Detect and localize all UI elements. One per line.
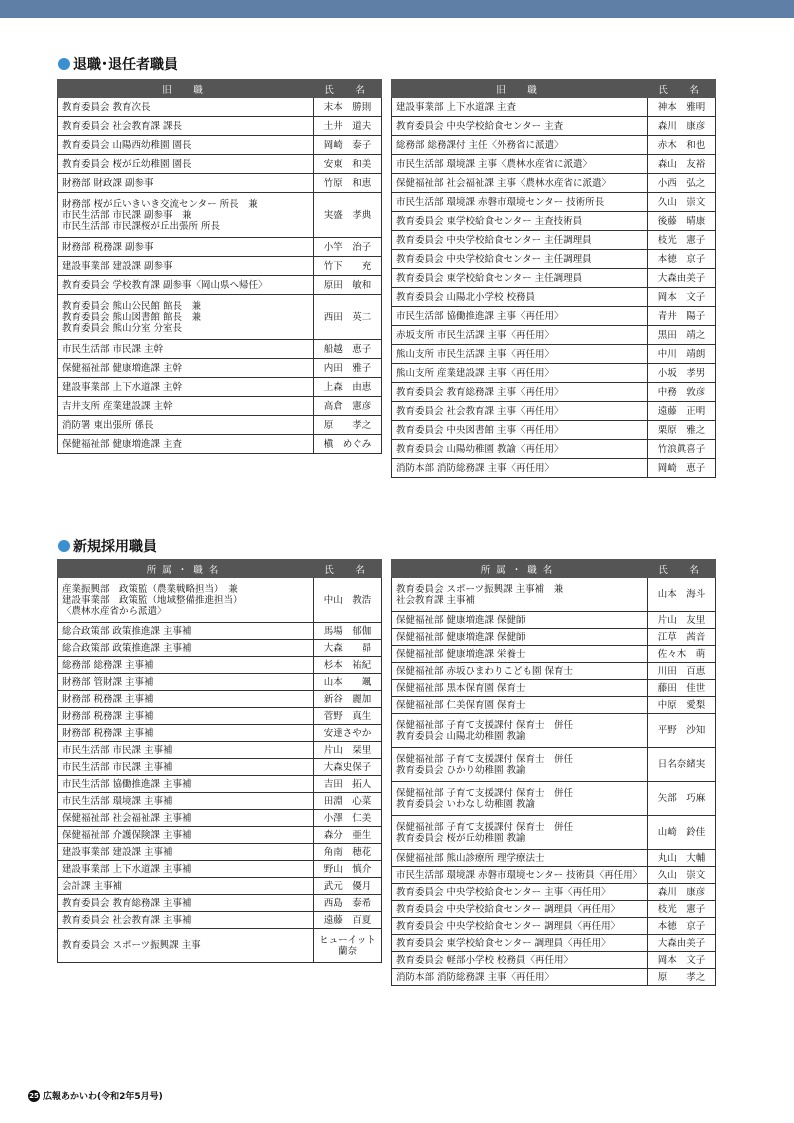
name-cell: 中山 教浩	[314, 578, 382, 623]
position-cell: 財務部 桜が丘いきいき交流センター 所長 兼 市民生活部 市民課 副参事 兼 市民生活部 市民課桜が丘出張所 所長	[58, 193, 314, 238]
table-row	[392, 901, 716, 918]
name-cell: 森川 康彦	[648, 884, 716, 901]
position-cell: 財務部 税務課 副参事	[58, 238, 314, 257]
footer-text: 広報あかいわ(令和2年5月号)	[43, 1092, 163, 1102]
table-row	[392, 867, 716, 884]
name-cell: 枝光 憲子	[648, 901, 716, 918]
table-row	[58, 193, 382, 238]
position-cell: 教育委員会 スポーツ振興課 主事	[58, 929, 314, 963]
position-cell: 保健福祉部 子育て支援課付 保育士 併任 教育委員会 いわなし幼稚園 教諭	[392, 782, 648, 816]
position-cell: 市民生活部 環境課 赤磐市環境センター 技術所長	[392, 193, 648, 212]
table-row	[58, 117, 382, 136]
name-cell: 本徳 京子	[648, 918, 716, 935]
table-row	[392, 307, 716, 326]
name-cell: 竹下 充	[314, 257, 382, 276]
table-row	[392, 952, 716, 969]
page-number: 25	[29, 1091, 39, 1100]
retired-table-left	[57, 79, 382, 454]
table-row	[58, 674, 382, 691]
table-row	[58, 416, 382, 435]
name-cell: 原 孝之	[314, 416, 382, 435]
table-row	[58, 725, 382, 742]
position-cell: 産業振興部 政策監（農業戦略担当） 兼 建設事業部 政策監（地域整備推進担当） 〈農林水産省から派遣〉	[58, 578, 314, 623]
table-row	[392, 459, 716, 478]
name-cell: 藤田 佳世	[648, 680, 716, 697]
section-title: 新規採用職員	[73, 539, 157, 555]
name-cell: 栗原 雅之	[648, 421, 716, 440]
new-hire-table-right	[391, 559, 716, 986]
table-row	[392, 918, 716, 935]
table-row	[58, 827, 382, 844]
table-row	[392, 421, 716, 440]
name-cell: 小西 弘之	[648, 174, 716, 193]
position-cell: 保健福祉部 介護保険課 主事補	[58, 827, 314, 844]
position-cell: 建設事業部 上下水道課 主事補	[58, 861, 314, 878]
position-cell: 保健福祉部 健康増進課 保健師	[392, 629, 648, 646]
position-cell: 教育委員会 社会教育課 主事〈再任用〉	[392, 402, 648, 421]
table-row	[58, 691, 382, 708]
table-row	[392, 816, 716, 850]
position-cell: 教育委員会 東学校給食センター 主査技術員	[392, 212, 648, 231]
name-cell: 高倉 憲彦	[314, 397, 382, 416]
table-row	[58, 742, 382, 759]
name-cell: 片山 友里	[648, 612, 716, 629]
position-cell: 保健福祉部 赤坂ひまわりこども園 保育士	[392, 663, 648, 680]
position-cell: 教育委員会 桜が丘幼稚園 園長	[58, 155, 314, 174]
name-cell: 矢部 巧麻	[648, 782, 716, 816]
section-heading-new-hires	[58, 536, 157, 556]
top-banner	[0, 0, 794, 18]
position-cell: 教育委員会 教育総務課 主事補	[58, 895, 314, 912]
position-cell: 教育委員会 中央学校給食センター 主査	[392, 117, 648, 136]
table-row	[58, 174, 382, 193]
position-cell: 保健福祉部 仁美保育園 保育士	[392, 697, 648, 714]
bullet-dot-icon	[58, 540, 70, 552]
table-row	[392, 117, 716, 136]
position-cell: 総合政策部 政策推進課 主事補	[58, 640, 314, 657]
table-row	[392, 748, 716, 782]
column-header-position: 旧 職	[392, 80, 648, 98]
position-cell: 建設事業部 上下水道課 主幹	[58, 378, 314, 397]
name-cell: 本徳 京子	[648, 250, 716, 269]
table-row	[392, 136, 716, 155]
table-row	[392, 155, 716, 174]
name-cell: 安東 和美	[314, 155, 382, 174]
position-cell: 建設事業部 建設課 副参事	[58, 257, 314, 276]
table-row	[58, 136, 382, 155]
position-cell: 消防本部 消防総務課 主事〈再任用〉	[392, 969, 648, 986]
position-cell: 教育委員会 東学校給食センター 主任調理員	[392, 269, 648, 288]
table-row	[392, 231, 716, 250]
name-cell: 角南 穂花	[314, 844, 382, 861]
name-cell: 岡本 文子	[648, 288, 716, 307]
table-row	[392, 326, 716, 345]
position-cell: 保健福祉部 健康増進課 主幹	[58, 359, 314, 378]
name-cell: 神本 雅明	[648, 98, 716, 117]
table-row	[392, 174, 716, 193]
table-row	[58, 340, 382, 359]
column-header-name: 氏 名	[314, 80, 382, 98]
table-row	[392, 345, 716, 364]
table-row	[58, 759, 382, 776]
name-cell: 山本 颯	[314, 674, 382, 691]
table-row	[58, 155, 382, 174]
table-row	[392, 663, 716, 680]
name-cell: 原田 敏和	[314, 276, 382, 295]
name-cell: 田淵 心菜	[314, 793, 382, 810]
position-cell: 教育委員会 中央学校給食センター 調理員〈再任用〉	[392, 901, 648, 918]
table-row	[58, 912, 382, 929]
position-cell: 市民生活部 市民課 主幹	[58, 340, 314, 359]
name-cell: 西田 英二	[314, 295, 382, 340]
position-cell: 財務部 管財課 主事補	[58, 674, 314, 691]
name-cell: 中務 敦彦	[648, 383, 716, 402]
table-row	[392, 884, 716, 901]
name-cell: 竹原 和恵	[314, 174, 382, 193]
position-cell: 保健福祉部 健康増進課 保健師	[392, 612, 648, 629]
table-row	[392, 402, 716, 421]
name-cell: 竹浪眞喜子	[648, 440, 716, 459]
name-cell: 大森由美子	[648, 935, 716, 952]
table-row	[392, 714, 716, 748]
position-cell: 保健福祉部 子育て支援課付 保育士 併任 教育委員会 山陽北幼稚園 教諭	[392, 714, 648, 748]
page-footer	[28, 1089, 163, 1102]
table-row	[58, 359, 382, 378]
name-cell: 中川 靖朗	[648, 345, 716, 364]
position-cell: 総務部 総務課付 主任〈外務省に派遣〉	[392, 136, 648, 155]
column-header-position: 所属・職名	[392, 560, 648, 578]
table-row	[58, 878, 382, 895]
table-row	[392, 850, 716, 867]
position-cell: 財務部 税務課 主事補	[58, 691, 314, 708]
position-cell: 教育委員会 社会教育課 課長	[58, 117, 314, 136]
position-cell: 保健福祉部 健康増進課 栄養士	[392, 646, 648, 663]
name-cell: 新谷 麗加	[314, 691, 382, 708]
column-header-name: 氏 名	[648, 80, 716, 98]
name-cell: 佐々木 萌	[648, 646, 716, 663]
name-cell: ヒューイット 蘭奈	[314, 929, 382, 963]
position-cell: 総合政策部 政策推進課 主事補	[58, 623, 314, 640]
table-row	[392, 212, 716, 231]
position-cell: 財務部 税務課 主事補	[58, 708, 314, 725]
name-cell: 船越 恵子	[314, 340, 382, 359]
name-cell: 安達さやか	[314, 725, 382, 742]
name-cell: 岡本 文子	[648, 952, 716, 969]
name-cell: 山本 海斗	[648, 578, 716, 612]
table-row	[58, 776, 382, 793]
name-cell: 大森史保子	[314, 759, 382, 776]
table-row	[392, 612, 716, 629]
name-cell: 大森 昴	[314, 640, 382, 657]
table-row	[392, 440, 716, 459]
table-row	[58, 578, 382, 623]
name-cell: 西島 泰希	[314, 895, 382, 912]
column-header-position: 所属・職名	[58, 560, 314, 578]
name-cell: 小坂 孝男	[648, 364, 716, 383]
position-cell: 教育委員会 中央学校給食センター 調理員〈再任用〉	[392, 918, 648, 935]
position-cell: 保健福祉部 子育て支援課付 保育士 併任 教育委員会 桜が丘幼稚園 教諭	[392, 816, 648, 850]
position-cell: 教育委員会 軽部小学校 校務員〈再任用〉	[392, 952, 648, 969]
table-row	[392, 969, 716, 986]
table-row	[392, 288, 716, 307]
position-cell: 市民生活部 環境課 主事補	[58, 793, 314, 810]
table-row	[58, 657, 382, 674]
table-row	[392, 782, 716, 816]
position-cell: 市民生活部 市民課 主事補	[58, 742, 314, 759]
table-row	[392, 680, 716, 697]
column-header-position: 旧 職	[58, 80, 314, 98]
table-row	[58, 257, 382, 276]
table-row	[58, 895, 382, 912]
table-row	[58, 623, 382, 640]
position-cell: 保健福祉部 熊山診療所 理学療法士	[392, 850, 648, 867]
name-cell: 土井 道夫	[314, 117, 382, 136]
position-cell: 総務部 総務課 主事補	[58, 657, 314, 674]
table-row	[58, 844, 382, 861]
name-cell: 遠藤 百夏	[314, 912, 382, 929]
name-cell: 菅野 真生	[314, 708, 382, 725]
name-cell: 中原 愛梨	[648, 697, 716, 714]
name-cell: 日名奈緒実	[648, 748, 716, 782]
position-cell: 市民生活部 協働推進課 主事〈再任用〉	[392, 307, 648, 326]
name-cell: 末本 勝則	[314, 98, 382, 117]
position-cell: 教育委員会 山陽北小学校 校務員	[392, 288, 648, 307]
name-cell: 馬場 郁伽	[314, 623, 382, 640]
table-row	[58, 861, 382, 878]
table-row	[392, 269, 716, 288]
table-row	[392, 383, 716, 402]
table-row	[58, 640, 382, 657]
retired-table-right	[391, 79, 716, 478]
position-cell: 教育委員会 スポーツ振興課 主事補 兼 社会教育課 主事補	[392, 578, 648, 612]
name-cell: 枝光 憲子	[648, 231, 716, 250]
position-cell: 教育委員会 社会教育課 主事補	[58, 912, 314, 929]
position-cell: 教育委員会 中央学校給食センター 主任調理員	[392, 231, 648, 250]
position-cell: 保健福祉部 子育て支援課付 保育士 併任 教育委員会 ひかり幼稚園 教諭	[392, 748, 648, 782]
position-cell: 会計課 主事補	[58, 878, 314, 895]
section-heading-retired	[58, 54, 178, 74]
name-cell: 内田 雅子	[314, 359, 382, 378]
name-cell: 上森 由恵	[314, 378, 382, 397]
position-cell: 教育委員会 中央学校給食センター 主任調理員	[392, 250, 648, 269]
name-cell: 小竿 治子	[314, 238, 382, 257]
table-row	[392, 578, 716, 612]
position-cell: 建設事業部 建設課 主事補	[58, 844, 314, 861]
name-cell: 野山 慎介	[314, 861, 382, 878]
table-row	[58, 435, 382, 454]
table-row	[58, 98, 382, 117]
name-cell: 大森由美子	[648, 269, 716, 288]
name-cell: 実盛 孝典	[314, 193, 382, 238]
table-row	[58, 810, 382, 827]
name-cell: 槇 めぐみ	[314, 435, 382, 454]
name-cell: 森分 亜生	[314, 827, 382, 844]
name-cell: 杉本 祐紀	[314, 657, 382, 674]
name-cell: 吉田 拓人	[314, 776, 382, 793]
name-cell: 久山 崇文	[648, 193, 716, 212]
position-cell: 教育委員会 教育総務課 主事〈再任用〉	[392, 383, 648, 402]
position-cell: 市民生活部 協働推進課 主事補	[58, 776, 314, 793]
name-cell: 遠藤 正明	[648, 402, 716, 421]
section-title: 退職･退任者職員	[73, 57, 178, 73]
bullet-dot-icon	[58, 58, 70, 70]
position-cell: 保健福祉部 社会福祉課 主事補	[58, 810, 314, 827]
position-cell: 教育委員会 東学校給食センター 調理員〈再任用〉	[392, 935, 648, 952]
name-cell: 片山 栞里	[314, 742, 382, 759]
name-cell: 平野 沙知	[648, 714, 716, 748]
position-cell: 教育委員会 山陽幼稚園 教諭〈再任用〉	[392, 440, 648, 459]
table-row	[392, 250, 716, 269]
table-row	[58, 276, 382, 295]
name-cell: 山崎 鈴佳	[648, 816, 716, 850]
column-header-name: 氏 名	[648, 560, 716, 578]
table-row	[58, 378, 382, 397]
table-row	[58, 929, 382, 963]
position-cell: 教育委員会 中央図書館 主事〈再任用〉	[392, 421, 648, 440]
position-cell: 熊山支所 産業建設課 主事〈再任用〉	[392, 364, 648, 383]
name-cell: 黒田 靖之	[648, 326, 716, 345]
name-cell: 後藤 晴康	[648, 212, 716, 231]
name-cell: 武元 優月	[314, 878, 382, 895]
table-row	[58, 793, 382, 810]
name-cell: 岡崎 恵子	[648, 459, 716, 478]
name-cell: 小澤 仁美	[314, 810, 382, 827]
table-row	[392, 935, 716, 952]
table-row	[392, 697, 716, 714]
position-cell: 教育委員会 教育次長	[58, 98, 314, 117]
position-cell: 保健福祉部 黒本保育園 保育士	[392, 680, 648, 697]
position-cell: 吉井支所 産業建設課 主幹	[58, 397, 314, 416]
position-cell: 教育委員会 山陽西幼稚園 園長	[58, 136, 314, 155]
position-cell: 熊山支所 市民生活課 主事〈再任用〉	[392, 345, 648, 364]
position-cell: 市民生活部 市民課 主事補	[58, 759, 314, 776]
name-cell: 森山 友裕	[648, 155, 716, 174]
position-cell: 市民生活部 環境課 赤磐市環境センター 技術員〈再任用〉	[392, 867, 648, 884]
name-cell: 赤木 和也	[648, 136, 716, 155]
new-hire-table-left	[57, 559, 382, 963]
table-row	[392, 629, 716, 646]
name-cell: 森川 康彦	[648, 117, 716, 136]
name-cell: 丸山 大輔	[648, 850, 716, 867]
table-row	[392, 364, 716, 383]
position-cell: 教育委員会 学校教育課 副参事〈岡山県へ帰任〉	[58, 276, 314, 295]
name-cell: 江草 茜音	[648, 629, 716, 646]
table-row	[392, 98, 716, 117]
position-cell: 保健福祉部 社会福祉課 主事〈農林水産省に派遣〉	[392, 174, 648, 193]
name-cell: 原 孝之	[648, 969, 716, 986]
table-row	[392, 193, 716, 212]
position-cell: 教育委員会 熊山公民館 館長 兼 教育委員会 熊山図書館 館長 兼 教育委員会 熊山分室 分室長	[58, 295, 314, 340]
table-row	[58, 397, 382, 416]
position-cell: 財務部 財政課 副参事	[58, 174, 314, 193]
position-cell: 赤坂支所 市民生活課 主事〈再任用〉	[392, 326, 648, 345]
position-cell: 市民生活部 環境課 主事〈農林水産省に派遣〉	[392, 155, 648, 174]
position-cell: 財務部 税務課 主事補	[58, 725, 314, 742]
table-row	[58, 295, 382, 340]
position-cell: 消防署 東出張所 係長	[58, 416, 314, 435]
name-cell: 久山 崇文	[648, 867, 716, 884]
table-row	[392, 646, 716, 663]
table-row	[58, 708, 382, 725]
table-row	[58, 238, 382, 257]
column-header-name: 氏 名	[314, 560, 382, 578]
position-cell: 建設事業部 上下水道課 主査	[392, 98, 648, 117]
name-cell: 岡崎 泰子	[314, 136, 382, 155]
position-cell: 教育委員会 中央学校給食センター 主事〈再任用〉	[392, 884, 648, 901]
name-cell: 青井 陽子	[648, 307, 716, 326]
name-cell: 川田 百恵	[648, 663, 716, 680]
position-cell: 保健福祉部 健康増進課 主査	[58, 435, 314, 454]
position-cell: 消防本部 消防総務課 主事〈再任用〉	[392, 459, 648, 478]
